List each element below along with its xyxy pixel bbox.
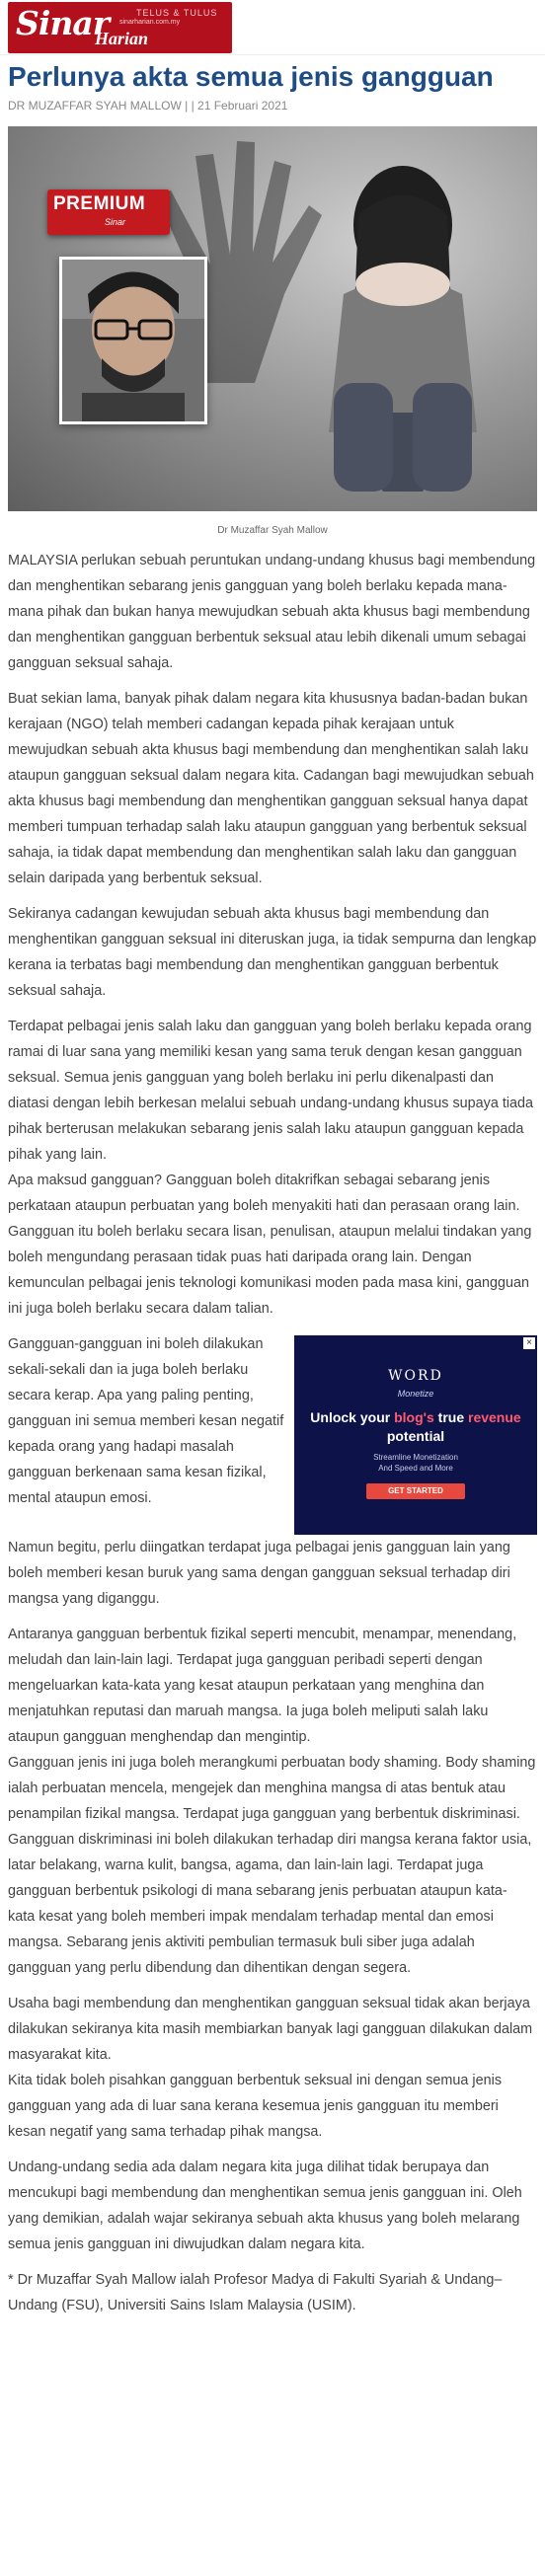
ad-headline-part: Unlock your [310,1409,395,1425]
paragraph: Antaranya gangguan berbentuk fizikal seperti mencubit, menampar, menendang, meludah dan lain-lain lagi. Terdapat juga gangguan peribadi seperti dengan mengeluarkan kata-kata yang kesat ataupun perkataan yang menghina dan menjatuhkan reputasi dan maruah mangsa. Ia juga boleh meliputi salah laku ataupun gangguan menghendap dan mengintip. [8,1627,517,1745]
ad-logo-sub: Monetize [397,1389,434,1399]
paragraph: Usaha bagi membendung dan menghentikan gangguan seksual tidak akan berjaya dilakukan sekiranya kita masih membiarkan banyak lagi gangguan dilakukan dalam masyarakat kita. [8,1996,533,2063]
article-title: Perlunya akta semua jenis gangguan [8,61,494,92]
paragraph: Namun begitu, perlu diingatkan terdapat juga pelbagai jenis gangguan lain yang boleh memberi kesan buruk yang sama dengan gangguan seksual terhadap diri mangsa yang diganggu. [8,1540,510,1607]
paragraph: Sekiranya cadangan kewujudan sebuah akta khusus bagi membendung dan menghentikan gangguan seksual ini diteruskan juga, ia tidak sempurna dan lengkap kerana ia terbatas bagi membendung dan menghentikan gangguan berbentuk seksual sahaja. [8,906,537,999]
logo-tagline: TELUS & TULUS [136,7,218,18]
ad-headline [308,1408,523,1446]
article-byline: DR MUZAFFAR SYAH MALLOW | | 21 Februari 2021 [8,99,288,113]
ad-close-icon[interactable]: × [523,1337,535,1349]
hero-image [8,126,537,511]
ad-headline-highlight: revenue [468,1409,521,1425]
premium-sub: Sinar [105,217,126,227]
premium-badge [47,189,170,235]
author-note: * Dr Muzaffar Syah Mallow ialah Profesor Madya di Fakulti Syariah & Undang–Undang (FSU), Universiti Sains Islam Malaysia (USIM). [8,2272,503,2313]
ad-headline-highlight: blog's [394,1409,434,1425]
author-photo [62,260,204,421]
premium-label: PREMIUM [53,193,146,214]
ad-row [8,1331,537,1535]
article-body [0,548,545,2318]
paragraph: Undang-undang sedia ada dalam negara kita juga dilihat tidak berupaya dan mencukupi bagi membendung dan menghentikan semua jenis gangguan ini. Oleh yang demikian, adalah wajar sekiranya sebuah akta khusus yang boleh melarang semua jenis gangguan ini diwujudkan dalam negara kita. [8,2159,522,2252]
ad-logo: WORD [388,1368,443,1384]
ad-headline-part: potential [386,1428,445,1444]
ad-headline-part: true [433,1409,468,1425]
paragraph: Buat sekian lama, banyak pihak dalam negara kita khususnya badan-badan bukan kerajaan (NGO) telah memberi cadangan kepada pihak kerajaan untuk mewujudkan sebuah akta khusus bagi membendung dan menghentikan salah laku ataupun gangguan seksual dalam negara kita. Cadangan bagi mewujudkan sebuah akta khusus bagi membendung dan menghentikan gangguan seksual hanya dapat memberi tumpuan terhadap salah laku ataupun gangguan yang berbentuk seksual sahaja, ia tidak dapat membendung dan menghentikan salah laku dan gangguan selain daripada yang berbentuk seksual. [8,691,534,886]
image-caption: Dr Muzaffar Syah Mallow [217,525,328,536]
ad-get-started-button[interactable]: GET STARTED [366,1483,465,1499]
sitting-woman-image [304,136,502,511]
logo-main-text: Sinar [16,3,110,42]
paragraph: Gangguan jenis ini juga boleh merangkumi perbuatan body shaming. Body shaming ialah perbuatan mencela, mengejek dan menghina mangsa di atas bentuk atau penampilan fizikal mangsa. Terdapat juga gangguan yang berbentuk diskriminasi. Gangguan diskriminasi ini boleh dilakukan terhadap diri mangsa kerana faktor usia, latar belakang, warna kulit, bangsa, agama, dan lain-lain lagi. Terdapat juga gangguan berbentuk psikologi di mana sebarang jenis perbuatan ataupun kata- kata kesat yang boleh memberi impak mendalam terhadap mental dan emosi mangsa. Sebarang jenis aktiviti pembulian termasuk buli siber juga adalah gangguan yang perlu dibendung dan dihentikan dengan segera. [8,1755,536,1976]
logo-url: sinarharian.com.my [119,18,181,26]
paragraph: Terdapat pelbagai jenis salah laku dan gangguan yang boleh berlaku kepada orang ramai di luar sana yang memiliki kesan yang sama teruk dengan kesan gangguan seksual. Semua jenis gangguan yang boleh berlaku ini perlu dikenalpasti dan diatasi dengan lebih berkesan melalui sebuah undang-undang khusus supaya tiada pihak berterusan melakukan sebarang jenis salah laku ataupun gangguan kepada pihak yang lain. [8,1019,534,1163]
sinar-harian-logo[interactable] [8,2,232,53]
paragraph: Apa maksud gangguan? Gangguan boleh ditakrifkan sebagai sebarang jenis perkataan ataupun perbuatan yang boleh menyakiti hati dan perasaan orang lain. Gangguan itu boleh berlaku secara lisan, penulisan, ataupun melalui tindakan yang boleh mengundang perasaan tidak puas hati daripada orang lain. Dengan kemunculan pelbagai jenis teknologi komunikasi moden pada masa kini, gangguan ini juga boleh berlaku secara dalam talian. [8,1173,532,1317]
site-header [0,0,545,55]
paragraph: Kita tidak boleh pisahkan gangguan berbentuk seksual ini dengan semua jenis gangguan yang ada di luar sana kerana kesemua jenis gangguan itu memberi kesan negatif yang sama terhadap pihak mangsa. [8,2073,503,2140]
paragraph: MALAYSIA perlukan sebuah peruntukan undang-undang khusus bagi membendung dan menghentikan sebarang jenis gangguan yang boleh berlaku kepada mana-mana pihak dan bukan hanya mewujudkan sebuah akta khusus bagi membendung dan menghentikan gangguan berbentuk seksual atau lebih dikenali umum sebagai gangguan seksual sahaja. [8,553,536,671]
paragraph: Gangguan-gangguan ini boleh dilakukan sekali-sekali dan ia juga boleh berlaku secara kerap. Apa yang paling penting, gangguan ini semua memberi kesan negatif kepada orang yang hadapi masalah gangguan berkenaan sama kesan fizikal, mental ataupun emosi. [8,1336,284,1506]
advertisement[interactable] [294,1335,537,1535]
author-portrait [59,257,207,424]
logo-sub-text: Harian [95,28,149,48]
ad-body-text: Streamline Monetization And Speed and More [373,1453,458,1473]
